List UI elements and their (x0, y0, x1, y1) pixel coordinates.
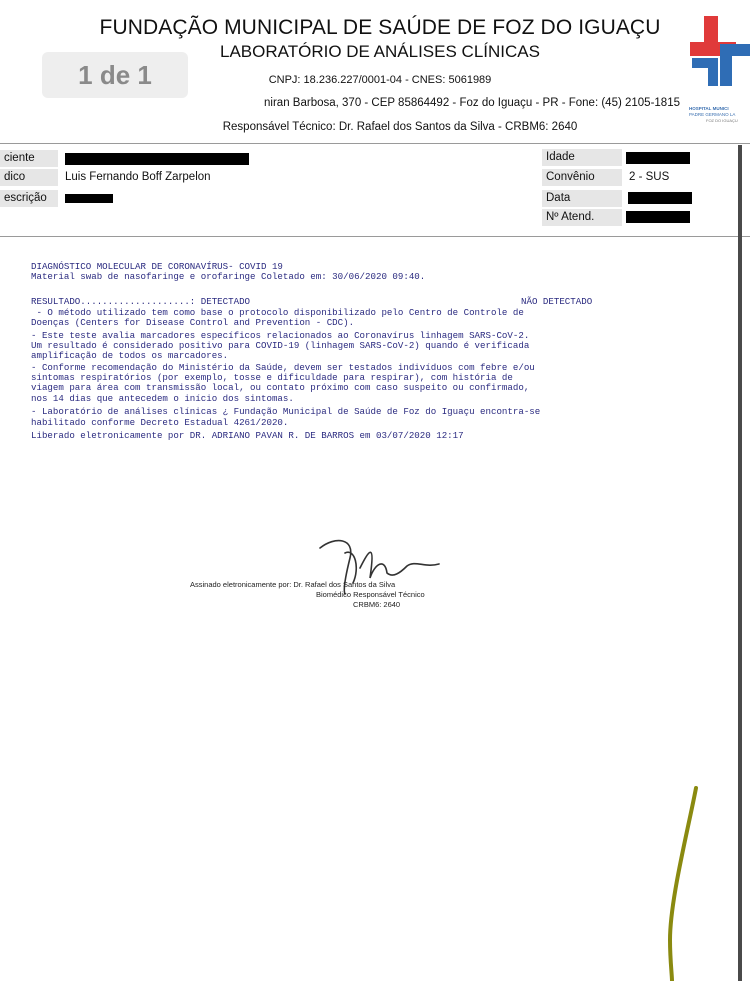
logo-text-3: FOZ DO IGUAÇU (706, 118, 738, 123)
exam-title: DIAGNÓSTICO MOLECULAR DE CORONAVÍRUS- COVID 19 (31, 261, 283, 272)
reference-value: NÃO DETECTADO (521, 296, 593, 307)
logo-text-1: HOSPITAL MUNICI (689, 106, 729, 111)
cnpj-cnes-line: CNPJ: 18.236.227/0001-04 - CNES: 5061989 (268, 74, 492, 86)
note-line: Um resultado é considerado positivo para COVID-19 (linhagem SARS-CoV-2) quando é verificada (31, 340, 530, 351)
page-indicator-badge: 1 de 1 (42, 52, 188, 98)
label-insurance: Convênio (542, 169, 622, 186)
doctor-name: Luis Fernando Boff Zarpelon (65, 171, 211, 183)
table-divider (0, 236, 750, 237)
label-prescription: escrição (0, 190, 58, 207)
note-line: - O método utilizado tem como base o protocolo disponibilizado pelo Centro de Controle de (31, 307, 524, 318)
label-age: Idade (542, 149, 622, 166)
header-divider (0, 143, 750, 144)
redacted-patient-name (65, 153, 249, 165)
page-edge-shadow (738, 145, 742, 981)
signed-by-line: Assinado eletronicamente por: Dr. Rafael dos Santos da Silva (190, 580, 396, 589)
label-date: Data (542, 190, 622, 207)
responsible-line: Responsável Técnico: Dr. Rafael dos Santos da Silva - CRBM6: 2640 (222, 121, 578, 133)
note-line: habilitado conforme Decreto Estadual 4261/2020. (31, 417, 289, 428)
label-attendance: Nº Atend. (542, 209, 622, 226)
material-line: Material swab de nasofaringe e orofaringe Coletado em: 30/06/2020 09:40. (31, 271, 426, 282)
label-doctor: dico (0, 169, 58, 186)
label-patient: ciente (0, 150, 58, 167)
note-line: sintomas respiratórios (por exemplo, tosse e dificuldade para respirar), com história de (31, 372, 513, 383)
signer-role: Biomédico Responsável Técnico (316, 590, 425, 599)
note-line: amplificação de todos os marcadores. (31, 350, 229, 361)
release-line: Liberado eletronicamente por DR. ADRIANO PAVAN R. DE BARROS em 03/07/2020 12:17 (31, 430, 464, 441)
redacted-age (626, 152, 690, 164)
pen-stroke (660, 780, 710, 981)
result-line: RESULTADO....................: DETECTADO (31, 296, 251, 307)
note-line: - Este teste avalia marcadores específicos relacionados ao Coronavírus linhagem SARS-CoV-2. (31, 330, 530, 341)
logo-text-2: PADRE GERMANO LA (689, 112, 736, 117)
institution-title: FUNDAÇÃO MUNICIPAL DE SAÚDE DE FOZ DO IGUAÇU (99, 16, 661, 39)
signer-crbm: CRBM6: 2640 (353, 600, 401, 609)
note-line: Doenças (Centers for Disease Control and Prevention - CDC). (31, 317, 355, 328)
address-text: niran Barbosa, 370 - CEP 85864492 - Foz do Iguaçu - PR - Fone: (45) 2105-1815 (264, 97, 680, 109)
note-line: - Laboratório de análises clínicas ¿ Fundação Municipal de Saúde de Foz do Iguaçu encontra-se (31, 406, 541, 417)
note-line: viagem para área com transmissão local, ou contato próximo com caso suspeito ou confirmado, (31, 382, 530, 393)
insurance-value: 2 - SUS (629, 171, 670, 183)
lab-subtitle: LABORATÓRIO DE ANÁLISES CLÍNICAS (220, 42, 540, 61)
redacted-date (628, 192, 692, 204)
redacted-attendance (626, 211, 690, 223)
note-line: nos 14 dias que antecedem o início dos sintomas. (31, 393, 294, 404)
redacted-prescription (65, 194, 113, 203)
note-line: - Conforme recomendação do Ministério da Saúde, devem ser testados indivíduos com febre e/ou (31, 362, 535, 373)
